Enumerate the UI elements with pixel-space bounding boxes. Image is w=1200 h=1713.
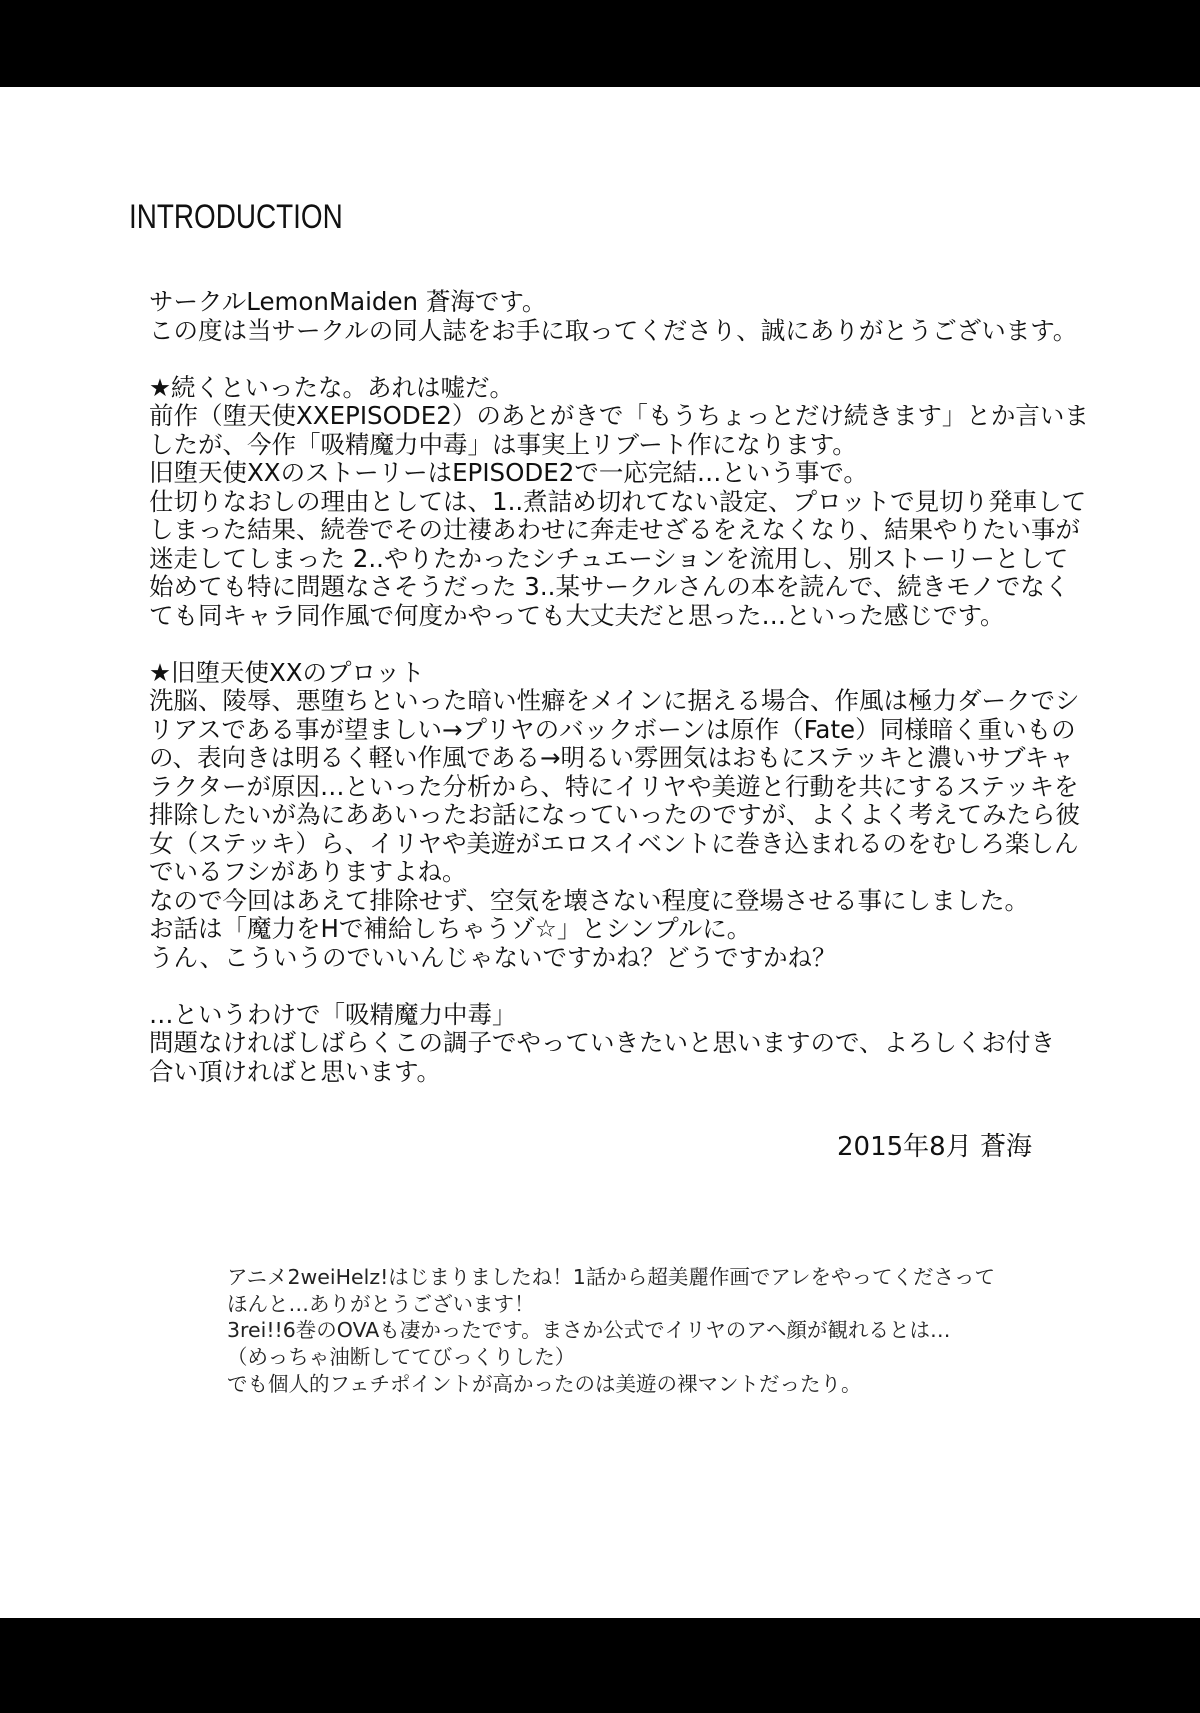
note-line: （めっちゃ油断しててびっくりした） (227, 1345, 576, 1370)
paragraph-line: お話は「魔力をHで補給しちゃうゾ☆」とシンプルに。 (149, 914, 752, 943)
paragraph-line: 洗脳、陵辱、悪堕ちといった暗い性癖をメインに据える場合、作風は極力ダークでシ (149, 686, 1080, 715)
section-heading: ★続くといったな。あれは嘘だ。 (149, 372, 514, 402)
paragraph-line: 始めても特に問題なさそうだった 3..某サークルさんの本を読んで、続きモノでなく (149, 572, 1070, 601)
paragraph-line: 旧堕天使XXのストーリーはEPISODE2で一応完結…という事で。 (149, 458, 868, 487)
blank-line (149, 630, 1069, 659)
greeting-line: サークルLemonMaiden 蒼海です。 (149, 287, 547, 316)
note-line: でも個人的フェチポイントが高かったのは美遊の裸マントだったり。 (227, 1371, 862, 1396)
paragraph-line: したが、今作「吸精魔力中毒」は事実上リブート作になります。 (149, 429, 857, 459)
afterword-note (227, 1264, 995, 1397)
note-line: 3rei!!6巻のOVAも凄かったです。まさか公式でイリヤのアヘ顔が観れるとは… (227, 1318, 951, 1343)
section-heading: ★旧堕天使XXのプロット (149, 657, 425, 687)
top-scan-border (0, 0, 1200, 87)
paragraph-line: ラクターが原因…といった分析から、特にイリヤや美遊と行動を共にするステッキを (149, 771, 1079, 801)
paragraph-line: の、表向きは明るく軽い作風である→明るい雰囲気はおもにステッキと濃いサブキャ (149, 743, 1074, 772)
paragraph-line: 女（ステッキ）ら、イリヤや美遊がエロスイベントに巻き込まれるのをむしろ楽しん (149, 828, 1079, 858)
blank-line (149, 345, 1069, 374)
bottom-scan-border (0, 1618, 1200, 1713)
page-title: INTRODUCTION (129, 198, 343, 236)
note-line: ほんと…ありがとうございます！ (227, 1291, 535, 1316)
closing-line: …というわけで「吸精魔力中毒」 (149, 999, 517, 1029)
paragraph-line: リアスである事が望ましい→プリヤのバックボーンは原作（Fate）同様暗く重いもの (149, 714, 1076, 744)
closing-line: 問題なければしばらくこの調子でやっていきたいと思いますので、よろしくお付き (149, 1028, 1056, 1057)
note-line: アニメ2weiHelz!はじまりましたね！1話から超美麗作画でアレをやってくださって (227, 1265, 996, 1289)
greeting-line: この度は当サークルの同人誌をお手に取ってくださり、誠にありがとうございます。 (149, 315, 1078, 345)
introduction-body (149, 287, 1089, 1086)
closing-line: 合い頂ければと思います。 (149, 1056, 442, 1086)
blank-line (149, 972, 1069, 1001)
signature-date: 2015年8月 蒼海 (837, 1132, 1032, 1162)
paragraph-line: 排除したいが為にああいったお話になっていったのですが、よくよく考えてみたら彼 (149, 800, 1080, 829)
paragraph-line: 前作（堕天使XXEPISODE2）のあとがきで「もうちょっとだけ続きます」とか言いま (149, 401, 1089, 430)
paragraph-line: うん、こういうのでいいんじゃないですかね？どうですかね？ (149, 942, 837, 972)
paragraph-line: ても同キャラ同作風で何度かやっても大丈夫だと思った…といった感じです。 (149, 600, 1005, 630)
paragraph-line: しまった結果、続巻でその辻褄あわせに奔走せざるをえなくなり、結果やりたい事が (149, 515, 1080, 544)
paragraph-line: 仕切りなおしの理由としては、1..煮詰め切れてない設定、プロットで見切り発車して (149, 486, 1087, 516)
paragraph-line: 迷走してしまった 2..やりたかったシチュエーションを流用し、別ストーリーとして (149, 543, 1069, 573)
paragraph-line: なので今回はあえて排除せず、空気を壊さない程度に登場させる事にしました。 (149, 885, 1030, 915)
paragraph-line: でいるフシがありますよね。 (149, 857, 467, 886)
